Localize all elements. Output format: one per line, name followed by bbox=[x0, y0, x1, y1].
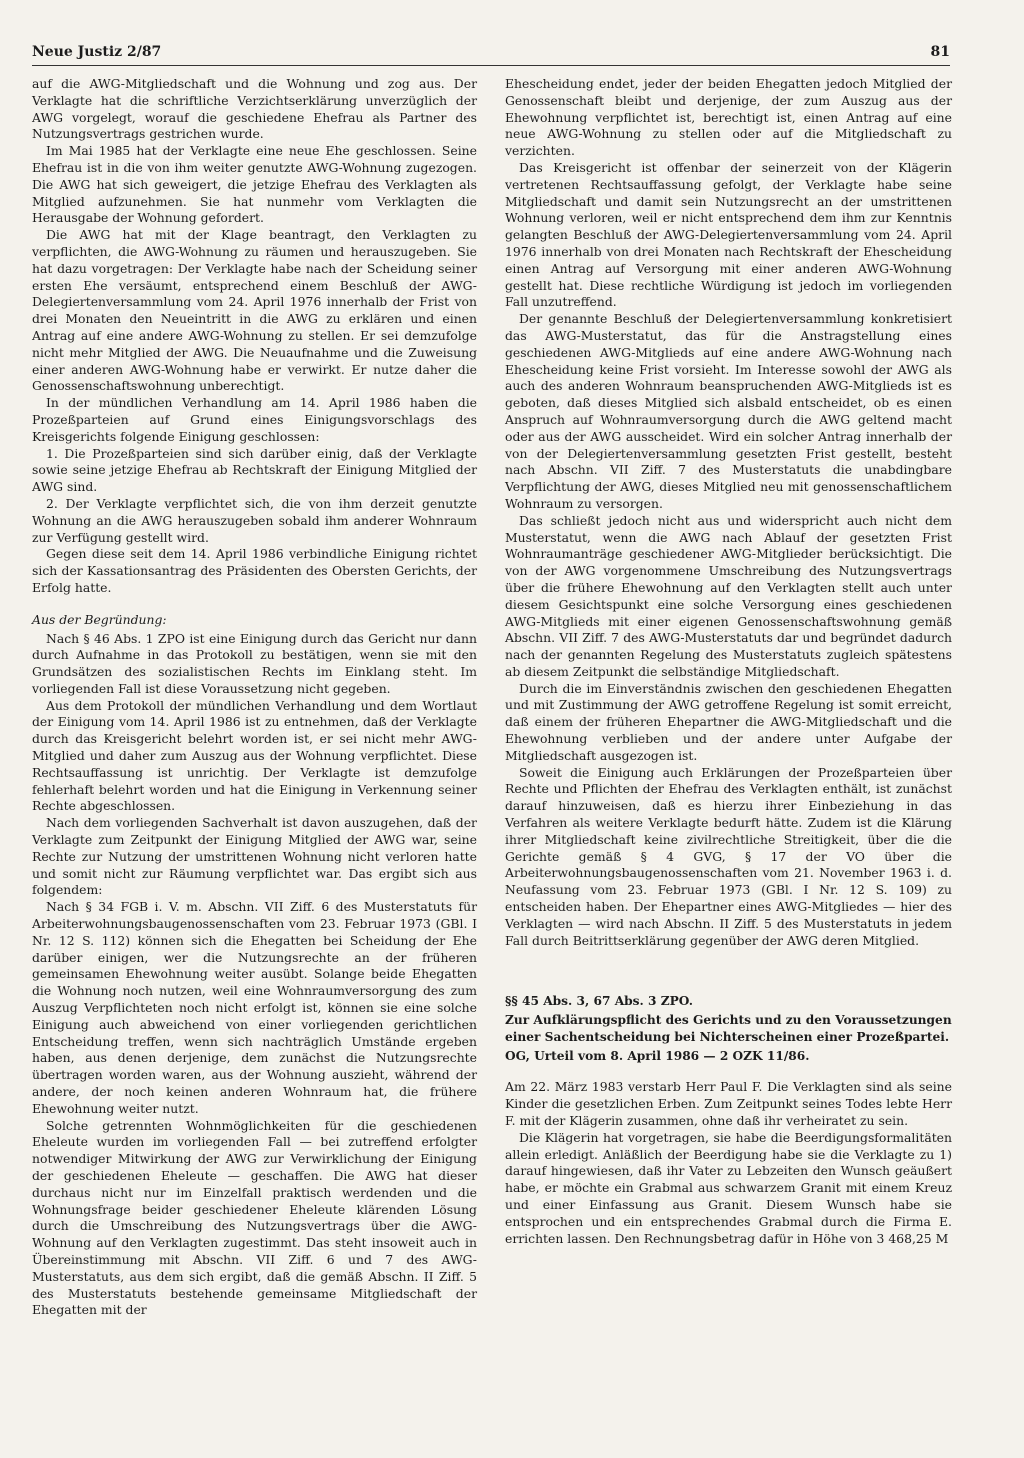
journal-title: Neue Justiz 2/87 bbox=[32, 44, 162, 60]
spacer bbox=[505, 1065, 952, 1079]
paragraph: auf die AWG-Mitgliedschaft und die Wohnung und zog aus. Der Verklagte hat die schriftliche Verzichtserklärung unverzüglich der AWG vorgelegt, worauf die geschiedene Ehefrau als Partner des Nutzungsvertrags gestrichen wurde. bbox=[32, 76, 477, 142]
paragraph: Nach § 34 FGB i. V. m. Abschn. VII Ziff. 6 des Musterstatuts für Arbeiterwohnungsbaugenossenschaften vom 23. Februar 1973 (GBl. I Nr. 12 S. 112) können sich die Ehegatten bei Scheidung der Ehe darüber einigen, wer die Nutzungsrechte an der früheren gemeinsamen Ehewohnung weiter ausübt. Solange beide Ehegatten die Wohnung noch nutzen, weil eine Wohnraumversorgung des zum Auszug Verpflichteten noch nicht erfolgt ist, können sie eine solche Einigung auch abweichend von einer vorliegenden gerichtlichen Entscheidung treffen, wenn sich nachträglich Umstände ergeben haben, aus denen derjenige, dem zunächst die Nutzungsrechte übertragen worden waren, aus der Wohnung auszieht, während der andere, der noch keinen anderen Wohnraum hat, die frühere Ehewohnung weiter nutzt. bbox=[32, 899, 477, 1116]
case-citation: §§ 45 Abs. 3, 67 Abs. 3 ZPO. bbox=[505, 994, 693, 1009]
paragraph: Soweit die Einigung auch Erklärungen der Prozeßparteien über Rechte und Pflichten der Ehefrau des Verklagten enthält, ist zunächst darauf hinzuweisen, daß es hierzu ihrer Einbeziehung in das Verfahren als weitere Verklagte bedurft hätte. Zudem ist die Klärung ihrer Mitgliedschaft keine zivilrechtliche Streitigkeit, über die die Gerichte gemäß § 4 GVG, § 17 der VO über die Arbeiterwohnungsbaugenossenschaften vom 21. November 1963 i. d. Neufassung vom 23. Februar 1973 (GBl. I Nr. 12 S. 109) zu entscheiden haben. Der Ehepartner eines AWG-Mitgliedes — hier des Verklagten — wird nach Abschn. II Ziff. 5 des Musterstatuts in jedem Fall durch Beitrittserklärung gegenüber der AWG deren Mitglied. bbox=[505, 764, 952, 948]
paragraph: Nach § 46 Abs. 1 ZPO ist eine Einigung durch das Gericht nur dann durch Aufnahme in das Protokoll zu bestätigen, wenn sie mit den Grundsätzen des sozialistischen Rechts im Einklang steht. Im vorliegenden Fall ist diese Voraussetzung nicht gegeben. bbox=[32, 630, 477, 696]
paragraph: 2. Der Verklagte verpflichtet sich, die von ihm derzeit genutzte Wohnung an die AWG herauszugeben sobald ihm anderer Wohnraum zur Verfügung gestellt wird. bbox=[32, 495, 477, 545]
paragraph: Im Mai 1985 hat der Verklagte eine neue Ehe geschlossen. Seine Ehefrau ist in die von ihm weiter genutzte AWG-Wohnung zugezogen. Die AWG hat sich geweigert, die jetzige Ehefrau des Verklagten als Mitglied aufzunehmen. Sie hat nunmehr vom Verklagten die Herausgabe der Wohnung gefordert. bbox=[32, 143, 477, 226]
paragraph: In der mündlichen Verhandlung am 14. April 1986 haben die Prozeßparteien auf Grund eines Einigungsvorschlags des Kreisgerichts folgende Einigung geschlossen: bbox=[32, 395, 477, 444]
left-column bbox=[32, 76, 477, 1319]
right-column bbox=[505, 76, 952, 1247]
paragraph: Solche getrennten Wohnmöglichkeiten für die geschiedenen Eheleute wurden im vorliegenden Fall — bei zutreffend erfolgter notwendiger Mitwirkung der AWG zur Verwirklichung der Einigung der geschiedenen Eheleute — geschaffen. Die AWG hat dieser durchaus nicht nur im Einzelfall praktisch werdenden und die Wohnungsfrage beider geschiedener Eheleute klärenden Lösung durch die Umschreibung des Nutzungsvertrags über die AWG-Wohnung auf den Verklagten zugestimmt. Das steht insoweit auch in Übereinstimmung mit Abschn. VII Ziff. 6 und 7 des AWG-Musterstatuts, aus dem sich ergibt, daß die gemäß Abschn. II Ziff. 5 des Musterstatuts bestehende gemeinsame Mitgliedschaft der Ehegatten mit der bbox=[32, 1117, 477, 1318]
spacer bbox=[505, 949, 952, 993]
paragraph: Der genannte Beschluß der Delegiertenversammlung konkretisiert das AWG-Musterstatut, das für die Anstragstellung eines geschiedenen AWG-Mitglieds auf eine andere AWG-Wohnung nach Ehescheidung keine Frist vorsieht. Im Interesse sowohl der AWG als auch des anderen Wohnraum beanspruchenden AWG-Mitglieds ist es geboten, daß dieses Mitglied sich alsbald entscheidet, ob es einen Anspruch auf Wohnraumversorgung durch die AWG geltend macht oder aus der AWG ausscheidet. Wird ein solcher Antrag innerhalb der von der Delegiertenversammlung gesetzten Frist gestellt, besteht nach Abschn. VII Ziff. 7 des Musterstatuts die unabdingbare Verpflichtung der AWG, dieses Mitglied neu mit genossenschaftlichem Wohnraum zu versorgen. bbox=[505, 311, 952, 511]
paragraph: Ehescheidung endet, jeder der beiden Ehegatten jedoch Mitglied der Genossenschaft bleibt und derjenige, der zum Auszug aus der Ehewohnung verpflichtet ist, berechtigt ist, einen Antrag auf eine neue AWG-Wohnung zu stellen oder auf die Mitgliedschaft zu verzichten. bbox=[505, 76, 952, 159]
case-title: Zur Aufklärungspflicht des Gerichts und zu den Voraussetzungen einer Sachentscheidung bei Nichterscheinen einer Prozeßpartei. bbox=[505, 1013, 952, 1045]
section-subheading: Aus der Begründung: bbox=[32, 611, 167, 627]
case-heading bbox=[505, 993, 952, 1065]
case-court: OG, Urteil vom 8. April 1986 — 2 OZK 11/86. bbox=[505, 1049, 810, 1064]
paragraph: Am 22. März 1983 verstarb Herr Paul F. Die Verklagten sind als seine Kinder die gesetzlichen Erben. Zum Zeitpunkt seines Todes lebte Herr F. mit der Klägerin zusammen, ohne daß ihr verheiratet zu sein. bbox=[505, 1079, 952, 1129]
paragraph: Das schließt jedoch nicht aus und widerspricht auch nicht dem Musterstatut, wenn die AWG nach Ablauf der gesetzten Frist Wohnraumanträge geschiedener AWG-Mitglieder berücksichtigt. Die von der AWG vorgenommene Umschreibung des Nutzungsvertrags über die frühere Ehewohnung auf den Verklagten stellt auch unter diesem Gesichtspunkt eine solche Versorgung eines geschiedenen AWG-Mitglieds mit einer eigenen Genossenschaftswohnung gemäß Abschn. VII Ziff. 7 des AWG-Musterstatuts dar und begründet dadurch nach der genannten Regelung des Musterstatuts zugleich spätestens ab diesem Zeitpunkt die selbständige Mitgliedschaft. bbox=[505, 512, 952, 679]
paragraph: Durch die im Einverständnis zwischen den geschiedenen Ehegatten und mit Zustimmung der AWG getroffene Regelung ist somit erreicht, daß einem der früheren Ehepartner die AWG-Mitgliedschaft und die Ehewohnung verblieben und der andere unter Aufgabe der Mitgliedschaft ausgezogen ist. bbox=[505, 680, 952, 763]
paragraph: Die Klägerin hat vorgetragen, sie habe die Beerdigungsformalitäten allein erledigt. Anläßlich der Beerdigung habe sie die Verklagte zu 1) darauf hingewiesen, daß ihr Vater zu Lebzeiten den Wunsch geäußert habe, er möchte ein Grabmal aus schwarzem Granit mit einem Kreuz und einer Einfassung aus Granit. Diesem Wunsch habe sie entsprochen und ein entsprechendes Grabmal durch die Firma E. errichten lassen. Den Rechnungsbetrag dafür in Höhe von 3 468,25 M bbox=[505, 1129, 952, 1246]
paragraph: Nach dem vorliegenden Sachverhalt ist davon auszugehen, daß der Verklagte zum Zeitpunkt der Einigung Mitglied der AWG war, seine Rechte zur Nutzung der umstrittenen Wohnung nicht verloren hatte und somit nicht zur Räumung verpflichtet war. Das ergibt sich aus folgendem: bbox=[32, 815, 477, 898]
paragraph: Aus dem Protokoll der mündlichen Verhandlung und dem Wortlaut der Einigung vom 14. April 1986 ist zu entnehmen, daß der Verklagte durch das Kreisgericht belehrt worden ist, er sei nicht mehr AWG-Mitglied und daher zum Auszug aus der Wohnung verpflichtet. Diese Rechtsauffassung ist unrichtig. Der Verklagte ist demzufolge fehlerhaft belehrt worden und hat die Einigung in Verkennung seiner Rechte abgeschlossen. bbox=[32, 697, 477, 814]
header-rule bbox=[32, 65, 950, 66]
page-header bbox=[32, 40, 950, 64]
paragraph: 1. Die Prozeßparteien sind sich darüber einig, daß der Verklagte sowie seine jetzige Ehefrau ab Rechtskraft der Einigung Mitglied der AWG sind. bbox=[32, 445, 477, 495]
paragraph: Die AWG hat mit der Klage beantragt, den Verklagten zu verpflichten, die AWG-Wohnung zu räumen und herauszugeben. Sie hat dazu vorgetragen: Der Verklagte habe nach der Scheidung seiner ersten Ehe versäumt, entsprechend einem Beschluß der AWG-Delegiertenversammlung vom 24. April 1976 innerhalb der Frist von drei Monaten den Neueintritt in die AWG zu erklären und einen Antrag auf eine andere AWG-Wohnung zu stellen. Er sei demzufolge nicht mehr Mitglied der AWG. Die Neuaufnahme und die Zuweisung einer anderen AWG-Wohnung habe er verwirkt. Er nutze daher die Genossenschaftswohnung unberechtigt. bbox=[32, 227, 477, 394]
page-number: 81 bbox=[930, 44, 950, 60]
paragraph: Das Kreisgericht ist offenbar der seinerzeit von der Klägerin vertretenen Rechtsauffassung gefolgt, der Verklagte habe seine Mitgliedschaft und damit sein Nutzungsrecht an der umstrittenen Wohnung verloren, weil er nicht entsprechend dem ihm zur Kenntnis gelangten Beschluß der AWG-Delegiertenversammlung vom 24. April 1976 innerhalb von drei Monaten nach Rechtskraft der Ehescheidung einen Antrag auf Versorgung mit einer anderen AWG-Wohnung gestellt hat. Diese rechtliche Würdigung ist jedoch im vorliegenden Fall unzutreffend. bbox=[505, 159, 952, 310]
paragraph: Gegen diese seit dem 14. April 1986 verbindliche Einigung richtet sich der Kassationsantrag des Präsidenten des Obersten Gerichts, der Erfolg hatte. bbox=[32, 546, 477, 595]
